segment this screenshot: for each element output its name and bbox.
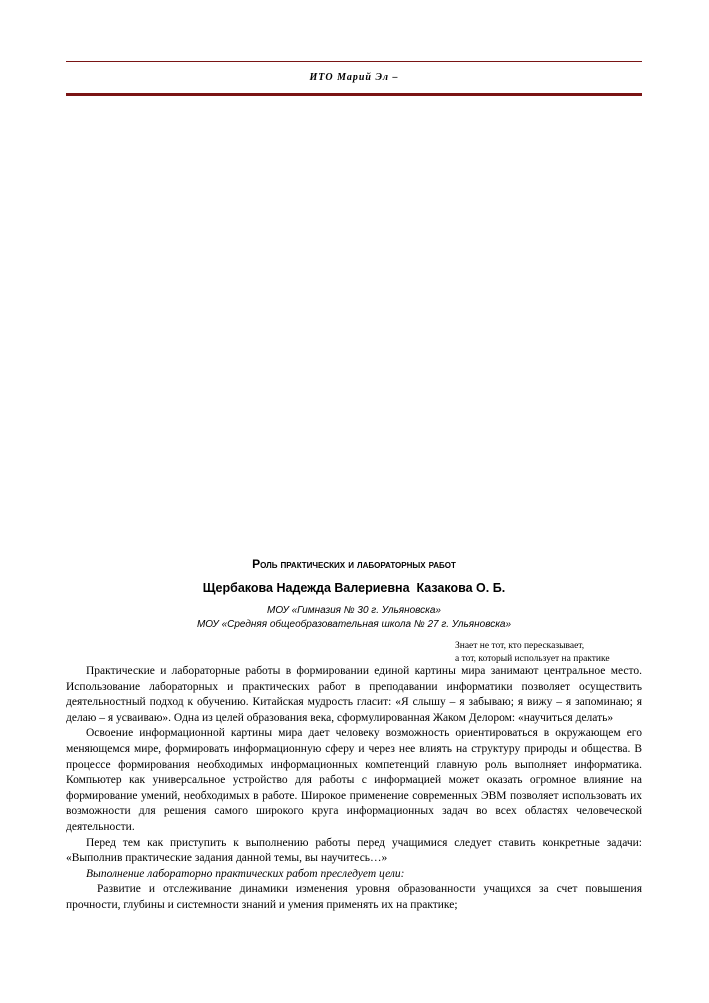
epigraph-line-2: а тот, который использует на практике: [455, 654, 610, 664]
epigraph-line-1: Знает не тот, кто пересказывает,: [455, 641, 585, 651]
article-title: [66, 557, 642, 571]
epigraph: [455, 640, 655, 666]
paragraph-2: Освоение информационной картины мира дает человеку возможность ориентироваться в окружающем его меняющемся мире, формировать информационную сферу и через нее влиять на структуру природы и общества. В процессе формирования необходимых информационных компетенций главную роль выполняет информатика. Компьютер как универсальное устройство для работы с информацией может оказать огромное влияние на формирование умений, необходимых в работе. Широкое применение современных ЭВМ позволяет использовать их возможности для решения самого широкого круга информационных задач во всех областях человеческой деятельности.: [66, 727, 642, 833]
running-header: ИТО Марий Эл –: [309, 72, 399, 83]
affiliation-1: МОУ «Гимназия № 30 г. Ульяновска»: [267, 605, 441, 616]
paragraph-goals-intro: Выполнение лабораторно практических работ преследует цели:: [86, 867, 405, 880]
paragraph-goal-1: Развитие и отслеживание динамики изменения уровня образованности учащихся за счет повышения прочности, глубины и системности знаний и умения применять их на практике;: [66, 883, 642, 911]
header-bottom-rule: [66, 93, 642, 96]
paragraph-3: Перед тем как приступить к выполнению работы перед учащимися следует ставить конкретные задачи: «Выполнив практические задания данной темы, вы научитесь…»: [66, 836, 642, 865]
affiliation-2: МОУ «Средняя общеобразовательная школа № 27 г. Ульяновска»: [196, 619, 512, 630]
title-initial: Р: [252, 557, 261, 571]
title-rest: оль практических и лабораторных работ: [260, 559, 456, 571]
header-top-rule: [66, 61, 642, 62]
article-authors: Щербакова Надежда Валериевна Казакова О. Б.: [202, 581, 506, 595]
article-body: [66, 664, 642, 914]
paragraph-1: Практические и лабораторные работы в формировании единой картины мира занимают центральное место. Использование лабораторных и практических работ в преподавании информатики позволяет осуществить деятельностный подход к обучению. Китайская мудрость гласит: «Я слышу – я забываю; я вижу – я запоминаю; я делаю – я усваиваю». Одна из целей образования века, сформулированная Жаком Делором: «научиться делать»: [66, 665, 642, 724]
